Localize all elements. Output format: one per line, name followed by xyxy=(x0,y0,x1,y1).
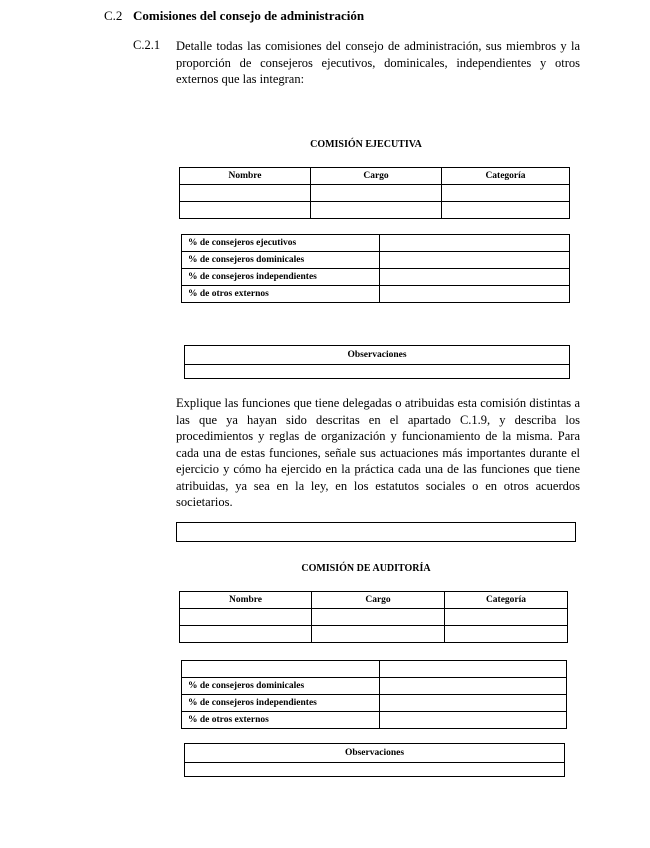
section-title: Comisiones del consejo de administración xyxy=(133,8,365,23)
cell-nombre[interactable] xyxy=(180,202,311,219)
column-header-cargo: Cargo xyxy=(312,592,445,609)
pct-row xyxy=(182,286,570,303)
section-number: C.2 xyxy=(104,8,123,23)
cell-cargo[interactable] xyxy=(312,626,445,643)
table-row xyxy=(180,185,570,202)
table-row xyxy=(180,609,568,626)
pct-label: % de consejeros independientes xyxy=(182,695,380,712)
pct-row xyxy=(182,269,570,286)
observaciones-header: Observaciones xyxy=(185,346,570,365)
ejecutiva-percentages-table xyxy=(181,234,570,303)
pct-value-cell[interactable] xyxy=(380,678,567,695)
subsection-number: C.2.1 xyxy=(133,38,161,52)
cell-categoria[interactable] xyxy=(442,202,570,219)
ejecutiva-title: COMISIÓN EJECUTIVA xyxy=(310,139,422,150)
auditoria-title: COMISIÓN DE AUDITORÍA xyxy=(301,563,431,574)
pct-label: % de consejeros ejecutivos xyxy=(182,235,380,252)
table-row xyxy=(180,202,570,219)
cell-cargo[interactable] xyxy=(311,202,442,219)
pct-label: % de otros externos xyxy=(182,712,380,729)
auditoria-members-table xyxy=(179,591,568,643)
ejecutiva-members-table xyxy=(179,167,570,219)
auditoria-observaciones-table xyxy=(184,743,565,777)
explique-paragraph: Explique las funciones que tiene delegadas o atribuidas esta comisión distintas a las que ya hayan sido descritas en el apartado C.1.9, y describa los procedimientos y reglas de organización y funcionamiento de la misma. Para cada una de estas funciones, señale sus actuaciones más importantes durante el ejercicio y cómo ha ejercido en la práctica cada una de las funciones que tiene atribuidas, ya sea en la ley, en los estatutos sociales o en otros acuerdos societarios. xyxy=(176,396,580,509)
pct-label: % de consejeros independientes xyxy=(182,269,380,286)
pct-value-cell[interactable] xyxy=(380,252,570,269)
cell-categoria[interactable] xyxy=(445,609,568,626)
cell-nombre[interactable] xyxy=(180,609,312,626)
auditoria-percentages-table xyxy=(181,660,567,729)
pct-value-cell[interactable] xyxy=(380,712,567,729)
cell-cargo[interactable] xyxy=(311,185,442,202)
ejecutiva-observaciones-table xyxy=(184,345,570,379)
pct-row xyxy=(182,252,570,269)
cell-nombre[interactable] xyxy=(180,626,312,643)
cell-categoria[interactable] xyxy=(442,185,570,202)
pct-value-cell[interactable] xyxy=(380,235,570,252)
pct-label: % de otros externos xyxy=(182,286,380,303)
pct-row xyxy=(182,235,570,252)
pct-value-cell[interactable] xyxy=(380,695,567,712)
pct-label xyxy=(182,661,380,678)
column-header-categoria: Categoría xyxy=(445,592,568,609)
observaciones-cell[interactable] xyxy=(185,763,565,777)
pct-label: % de consejeros dominicales xyxy=(182,678,380,695)
pct-row xyxy=(182,712,567,729)
column-header-cargo: Cargo xyxy=(311,168,442,185)
column-header-nombre: Nombre xyxy=(180,592,312,609)
pct-row xyxy=(182,695,567,712)
pct-value-cell[interactable] xyxy=(380,661,567,678)
cell-cargo[interactable] xyxy=(312,609,445,626)
column-header-categoria: Categoría xyxy=(442,168,570,185)
pct-value-cell[interactable] xyxy=(380,286,570,303)
table-row xyxy=(180,626,568,643)
explique-answer-box[interactable] xyxy=(176,522,576,542)
pct-row xyxy=(182,661,567,678)
pct-row xyxy=(182,678,567,695)
column-header-nombre: Nombre xyxy=(180,168,311,185)
observaciones-header: Observaciones xyxy=(185,744,565,763)
pct-label: % de consejeros dominicales xyxy=(182,252,380,269)
subsection-text: Detalle todas las comisiones del consejo de administración, sus miembros y la proporción de consejeros ejecutivos, dominicales, independientes y otros externos que las integran: xyxy=(176,39,580,86)
pct-value-cell[interactable] xyxy=(380,269,570,286)
cell-nombre[interactable] xyxy=(180,185,311,202)
observaciones-cell[interactable] xyxy=(185,365,570,379)
cell-categoria[interactable] xyxy=(445,626,568,643)
